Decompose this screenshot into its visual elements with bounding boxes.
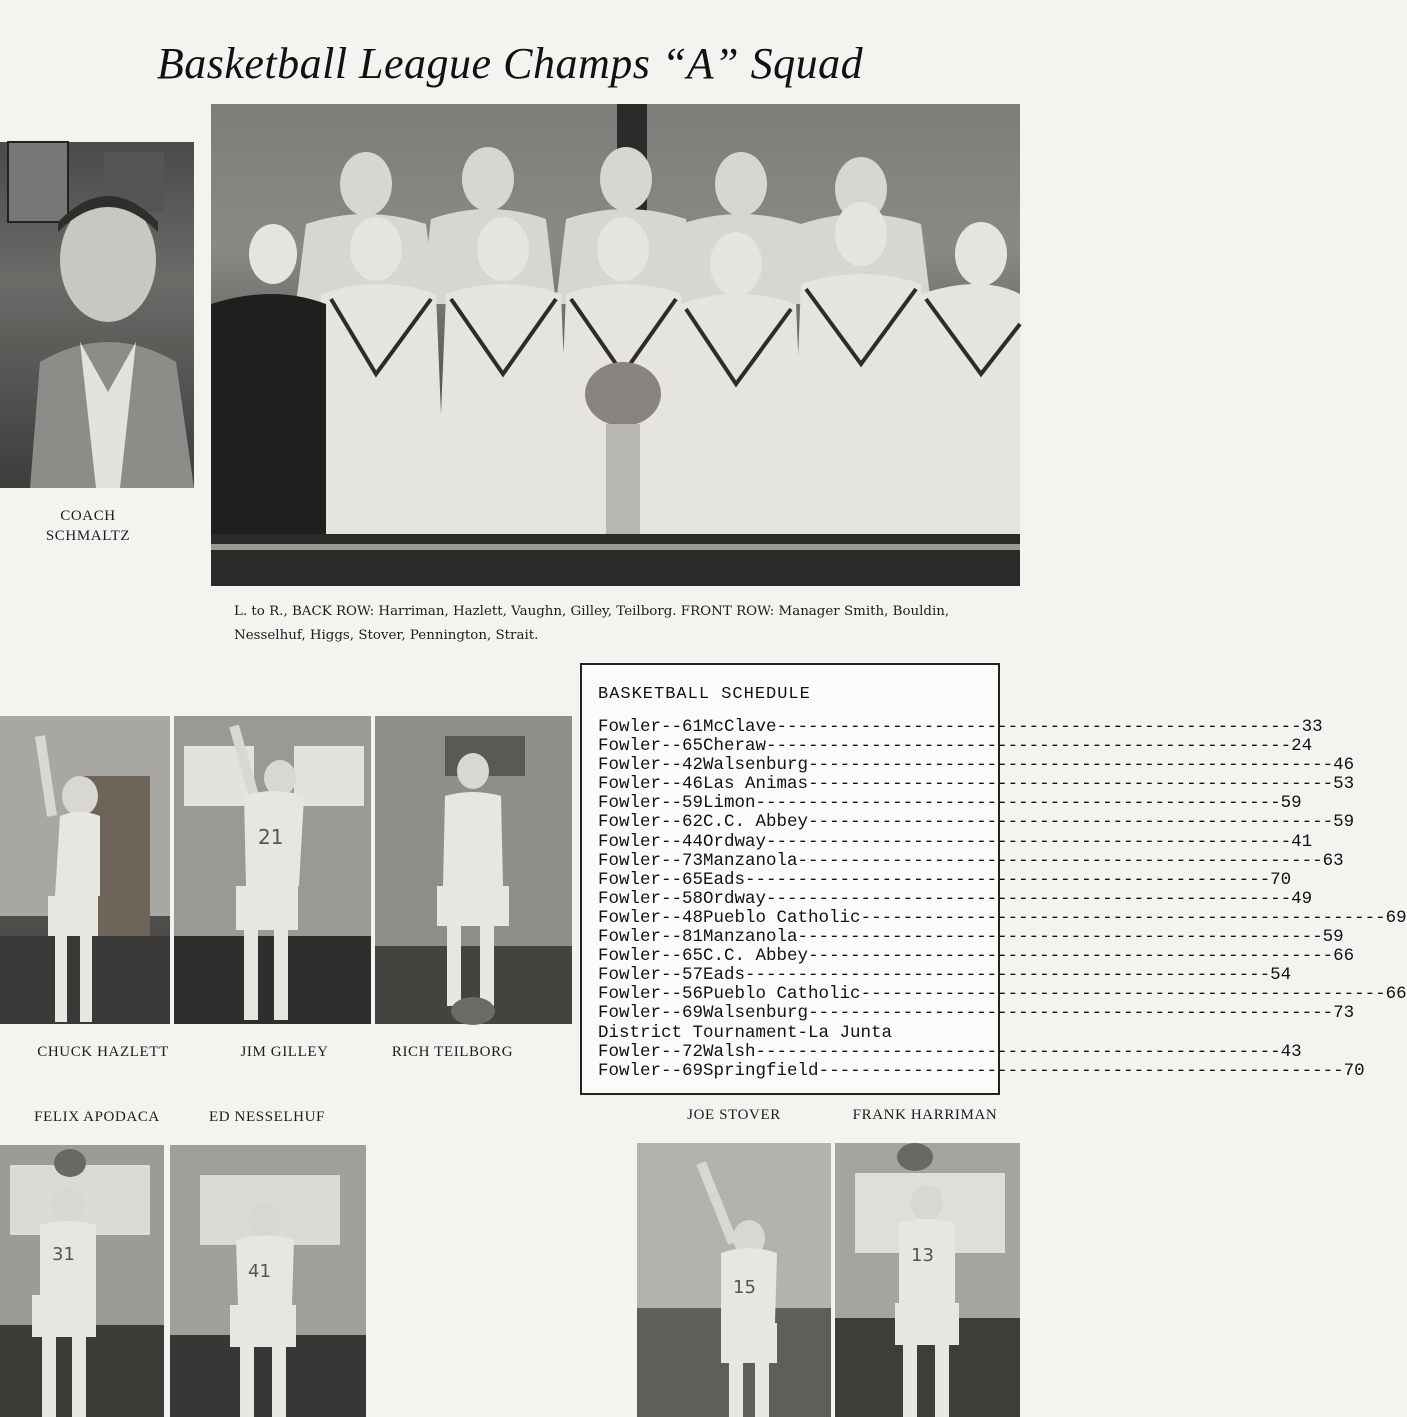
schedule-rows [598, 717, 1407, 1081]
schedule-opponent [703, 947, 1354, 966]
schedule-box [580, 663, 1407, 1095]
schedule-row [598, 1041, 1302, 1062]
schedule-opponent-score: 69 [1385, 907, 1407, 928]
schedule-home-score: Fowler--69 [598, 1003, 704, 1024]
schedule-opponent-score: 49 [1291, 888, 1313, 909]
schedule-opponent [703, 813, 1354, 832]
schedule-home-score: Fowler--42 [598, 755, 704, 776]
schedule-opponent-name: Manzanola ----- [703, 852, 1323, 871]
schedule-home-score: Fowler--65 [598, 946, 704, 967]
schedule-opponent [703, 985, 1407, 1004]
schedule-home-score: Fowler--62 [598, 812, 704, 833]
schedule-opponent-score: 59 [1333, 812, 1355, 833]
schedule-opponent-name: Cheraw ----- [703, 737, 1291, 756]
player-caption-harriman: FRANK HARRIMAN [852, 1107, 998, 1123]
schedule-opponent-name: McClave ----- [703, 718, 1302, 737]
schedule-opponent-score: 43 [1280, 1041, 1302, 1062]
schedule-home-score: Fowler--61 [598, 717, 704, 737]
schedule-row [598, 1003, 1355, 1024]
jersey-number: 31 [52, 1244, 75, 1265]
schedule-opponent-name: Eads ----- [703, 871, 1270, 890]
schedule-home-score: Fowler--59 [598, 793, 704, 814]
schedule-row [598, 869, 1292, 890]
schedule-opponent-name: Manzanola ----- [703, 928, 1323, 947]
schedule-row [598, 812, 1355, 833]
schedule-home-score: Fowler--44 [598, 831, 704, 852]
player-caption-nesselhuf: ED NESSELHUF [209, 1109, 325, 1125]
schedule-home-score: Fowler--73 [598, 850, 704, 871]
player-illustration [174, 716, 371, 1024]
schedule-opponent-score: 66 [1333, 946, 1355, 967]
schedule-opponent-score: 59 [1322, 927, 1344, 948]
schedule-home-score: Fowler--65 [598, 869, 704, 890]
jersey-number: 13 [911, 1245, 934, 1266]
schedule-title: BASKETBALL SCHEDULE [598, 685, 811, 704]
player-photo-gilley [174, 716, 371, 1024]
schedule-opponent [703, 1043, 1302, 1062]
team-group-illustration [211, 104, 1020, 586]
tournament-note: District Tournament-La Junta [598, 1022, 893, 1043]
schedule-opponent [703, 737, 1312, 756]
schedule-home-score: Fowler--57 [598, 965, 704, 986]
schedule-opponent-name: Limon ----- [703, 794, 1281, 813]
schedule-opponent [703, 909, 1407, 928]
jersey-number: 41 [248, 1261, 271, 1282]
player-illustration [0, 1145, 164, 1417]
player-photo-hazlett [0, 716, 170, 1024]
coach-photo [0, 142, 194, 488]
schedule-opponent-name: Las Animas ----- [703, 775, 1333, 794]
schedule-row [598, 1060, 1365, 1081]
schedule-opponent-score: 53 [1333, 774, 1355, 795]
schedule-row [598, 755, 1355, 776]
schedule-row [598, 946, 1355, 967]
schedule-row [598, 984, 1407, 1005]
schedule-home-score: Fowler--81 [598, 927, 704, 948]
schedule-opponent-score: 46 [1333, 755, 1355, 776]
schedule-opponent [703, 756, 1354, 775]
player-caption-gilley: JIM GILLEY [240, 1044, 329, 1060]
player-photo-harriman [835, 1143, 1020, 1417]
schedule-row [598, 793, 1302, 814]
schedule-opponent [703, 775, 1354, 794]
coach-caption-line2: SCHMALTZ [45, 528, 131, 544]
schedule-opponent [703, 1004, 1354, 1023]
schedule-opponent [703, 794, 1302, 813]
schedule-opponent-score: 33 [1301, 717, 1323, 737]
coach-caption-line1: COACH [60, 508, 116, 524]
schedule-row [598, 831, 1313, 852]
schedule-opponent [703, 966, 1291, 985]
schedule-home-score: Fowler--69 [598, 1060, 704, 1081]
schedule-opponent-name: Walsh ----- [703, 1043, 1281, 1062]
player-photo-teilborg [375, 716, 572, 1024]
player-caption-stover: JOE STOVER [687, 1107, 781, 1123]
schedule-opponent-name: Eads ----- [703, 966, 1270, 985]
player-illustration [375, 716, 572, 1024]
player-illustration [0, 716, 170, 1024]
schedule-opponent-name: Ordway ----- [703, 890, 1291, 909]
player-caption-apodaca: FELIX APODACA [34, 1109, 160, 1125]
player-photo-nesselhuf [170, 1145, 366, 1417]
team-photo [211, 104, 1020, 586]
schedule-home-score: Fowler--46 [598, 774, 704, 795]
schedule-opponent [703, 871, 1291, 890]
schedule-opponent-name: Springfield ----- [703, 1062, 1344, 1081]
schedule-opponent [703, 718, 1323, 737]
schedule-row [598, 965, 1292, 986]
schedule-row [598, 927, 1344, 948]
player-photo-apodaca [0, 1145, 164, 1417]
schedule-home-score: Fowler--58 [598, 888, 704, 909]
schedule-opponent-score: 63 [1322, 850, 1344, 871]
schedule-opponent-score: 24 [1291, 736, 1313, 757]
schedule-opponent-score: 41 [1291, 831, 1313, 852]
schedule-opponent-score: 54 [1270, 965, 1292, 986]
schedule-row [598, 717, 1323, 737]
schedule-opponent-name: C.C. Abbey ----- [703, 813, 1333, 832]
schedule-home-score: Fowler--65 [598, 736, 704, 757]
schedule-opponent-score: 59 [1280, 793, 1302, 814]
schedule-opponent [703, 833, 1312, 852]
coach-caption [0, 506, 176, 546]
schedule-opponent-name: Pueblo Catholic ----- [703, 909, 1386, 928]
schedule-opponent-name: Ordway ----- [703, 833, 1291, 852]
schedule-opponent-name: Walsenburg ----- [703, 756, 1333, 775]
player-illustration [170, 1145, 366, 1417]
jersey-number: 15 [733, 1277, 756, 1298]
schedule-row [598, 850, 1344, 871]
player-illustration [835, 1143, 1020, 1417]
schedule-home-score: Fowler--56 [598, 984, 704, 1005]
schedule-home-score: Fowler--72 [598, 1041, 704, 1062]
schedule-opponent-score: 66 [1385, 984, 1407, 1005]
schedule-opponent-name: Walsenburg ----- [703, 1004, 1333, 1023]
schedule-opponent [703, 852, 1344, 871]
player-caption-hazlett: CHUCK HAZLETT [37, 1044, 169, 1060]
schedule-row [598, 888, 1313, 909]
schedule-row [598, 736, 1313, 757]
coach-portrait-illustration [0, 142, 194, 488]
schedule-opponent-score: 70 [1343, 1060, 1365, 1081]
schedule-row [598, 774, 1355, 795]
player-photo-stover [637, 1143, 831, 1417]
schedule-opponent [703, 928, 1344, 947]
schedule-opponent-name: Pueblo Catholic ----- [703, 985, 1386, 1004]
schedule-opponent [703, 890, 1312, 909]
jersey-number: 21 [258, 825, 284, 849]
schedule-opponent [703, 1062, 1365, 1081]
player-illustration [637, 1143, 831, 1417]
player-caption-teilborg: RICH TEILBORG [391, 1044, 514, 1060]
schedule-home-score: Fowler--48 [598, 907, 704, 928]
schedule-opponent-score: 73 [1333, 1003, 1355, 1024]
team-caption: L. to R., BACK ROW: Harriman, Hazlett, Vaughn, Gilley, Teilborg. FRONT ROW: Manager Smith, Bouldin, Nesselhuf, Higgs, Stover, Pennington, Strait. [234, 604, 950, 643]
schedule-opponent-score: 70 [1270, 869, 1292, 890]
schedule-row [598, 907, 1407, 928]
page-title: Basketball League Champs “A” Squad [156, 39, 864, 88]
schedule-opponent-name: C.C. Abbey ----- [703, 947, 1333, 966]
